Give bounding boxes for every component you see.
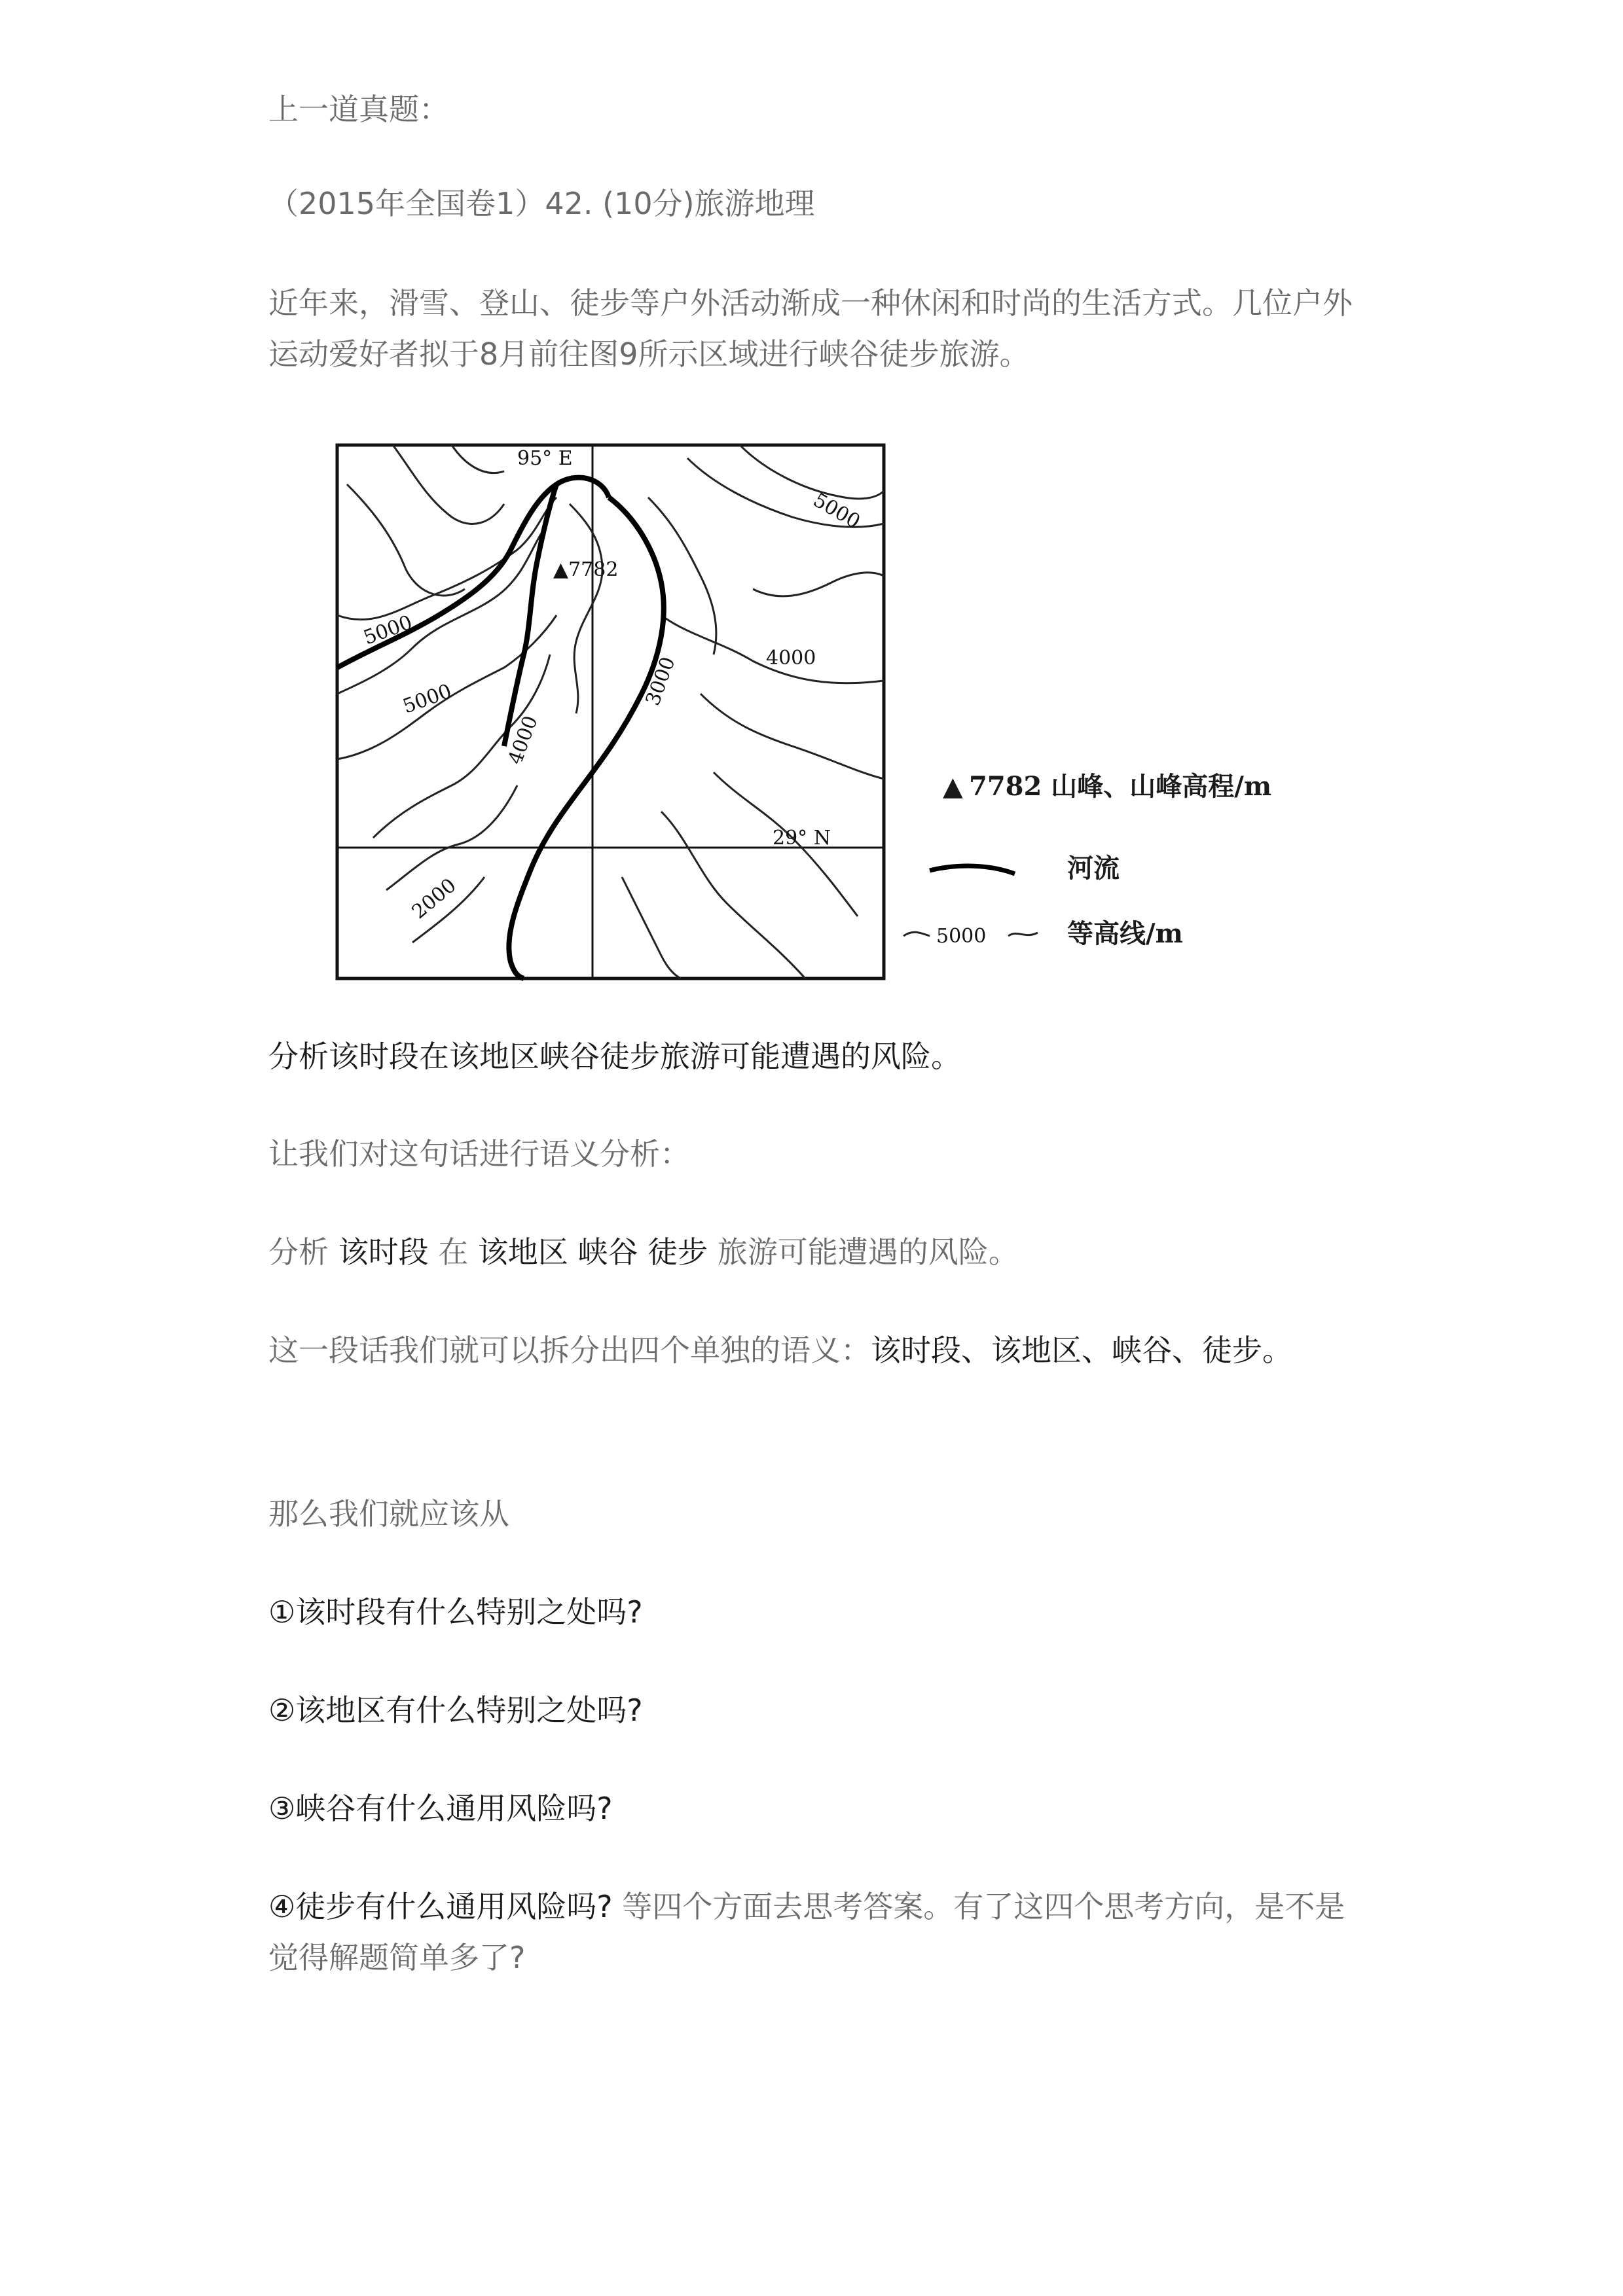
breakdown-text <box>568 1234 578 1270</box>
intro-text: 上一道真题： <box>268 92 449 127</box>
legend-contour-sample: 5000 <box>936 925 987 948</box>
longitude-label: 95° E <box>517 447 573 470</box>
legend-contour-text: 等高线/m <box>1067 918 1183 949</box>
point-2: ②该地区有什么特别之处吗? <box>268 1693 643 1728</box>
keyword-hiking: 徒步 <box>647 1234 708 1270</box>
contour-label: 4000 <box>766 647 816 670</box>
contour-label: 5000 <box>809 488 864 534</box>
semantic-breakdown <box>268 1227 1355 1278</box>
keyword-region: 该地区 <box>477 1234 568 1270</box>
contour-label: 2000 <box>407 874 461 924</box>
peak-label: ▲7782 <box>553 558 619 581</box>
topographic-map-figure <box>295 419 1316 995</box>
contour-label: 5000 <box>360 611 416 650</box>
split-prefix: 这一段话我们就可以拆分出四个单独的语义： <box>268 1333 871 1368</box>
breakdown-text: 旅游可能遭遇的风险。 <box>708 1234 1019 1270</box>
background-paragraph: 近年来，滑雪、登山、徒步等户外活动渐成一种休闲和时尚的生活方式。几位户外运动爱好者拟于8月前往图9所示区域进行峡谷徒步旅游。 <box>268 285 1353 372</box>
legend-contour-line <box>1008 933 1038 936</box>
legend-river-line <box>930 866 1015 874</box>
point-3: ③峡谷有什么通用风险吗? <box>268 1791 613 1826</box>
breakdown-text <box>638 1234 648 1270</box>
map-legend <box>903 771 1271 949</box>
point-4-paragraph <box>268 1881 1355 1983</box>
lead-in-text: 那么我们就应该从 <box>268 1496 509 1532</box>
legend-peak-text: 7782 山峰、山峰高程/m <box>969 771 1272 802</box>
question-text: 分析该时段在该地区峡谷徒步旅游可能遭遇的风险。 <box>268 1039 961 1074</box>
keyword-canyon: 峡谷 <box>577 1234 638 1270</box>
contour-label: 4000 <box>503 713 543 768</box>
breakdown-text: 在 <box>428 1234 478 1270</box>
topographic-map <box>295 419 1316 995</box>
question-source: （2015年全国卷1）42. (10分)旅游地理 <box>268 186 815 221</box>
keyword-time: 该时段 <box>338 1234 429 1270</box>
point-4: ④徒步有什么通用风险吗? <box>268 1889 613 1924</box>
split-terms: 该时段、该地区、峡谷、徒步。 <box>871 1333 1292 1368</box>
contour-label: 5000 <box>399 679 455 719</box>
legend-contour-line <box>903 932 930 936</box>
latitude-label: 29° N <box>773 827 831 850</box>
legend-river-text: 河流 <box>1067 853 1120 884</box>
point-4-rest: 等四个方面去思考答案。有了这四个思考方向，是不是觉得解题简单多了? <box>268 1889 1345 1975</box>
point-1: ①该时段有什么特别之处吗? <box>268 1594 643 1630</box>
breakdown-text: 分析 <box>268 1234 338 1270</box>
semantic-intro: 让我们对这句话进行语义分析： <box>268 1136 690 1172</box>
split-paragraph <box>268 1325 1355 1376</box>
contour-label: 3000 <box>641 654 680 709</box>
legend-peak-symbol: ▲ <box>943 771 963 802</box>
